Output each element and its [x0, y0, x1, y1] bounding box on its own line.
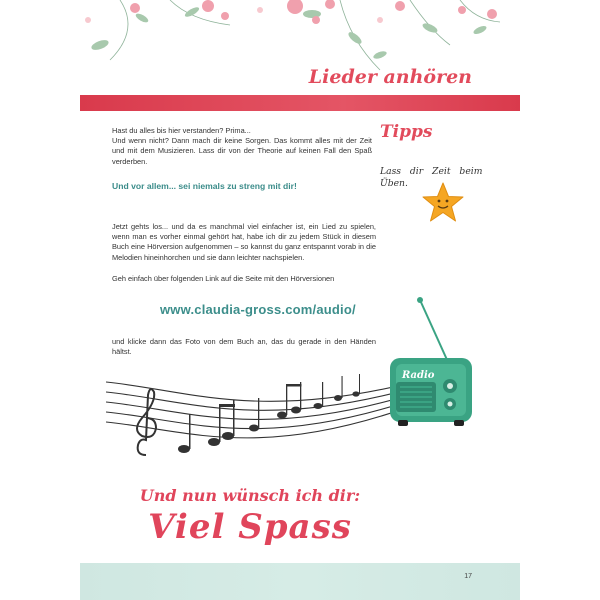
instruction-paragraph: und klicke dann das Foto von dem Buch an, das du gerade in den Händen hältst.	[112, 337, 376, 357]
body-paragraph: Jetzt gehts los... und da es manchmal viel einfacher ist, ein Lied zu spielen, wenn man es vorher einmal gehört hat, habe ich dir zu jedem Stück in diesem Buch eine Hörversion aufgenommen – so kannst du ganz entspannt vorab in die Melodien hineinhorchen und sie dann leichter nachspielen.	[112, 222, 376, 262]
page-number: 17	[464, 573, 472, 580]
header-bar	[80, 95, 520, 111]
intro-line: Hast du alles bis hier verstanden? Prima...	[112, 126, 251, 135]
radio-illustration	[374, 296, 484, 428]
book-page	[80, 0, 520, 600]
audio-link[interactable]: www.claudia-gross.com/audio/	[160, 302, 356, 317]
smiling-star-icon	[420, 180, 466, 226]
motto-text: Und vor allem... sei niemals zu streng mit dir!	[112, 181, 297, 191]
closing-headline: Viel Spass	[148, 507, 352, 547]
treble-clef-icon	[137, 389, 156, 455]
tips-text: Lass dir Zeit beim Üben.	[380, 166, 483, 189]
link-intro-text: Geh einfach über folgenden Link auf die Seite mit den Hörversionen	[112, 274, 335, 283]
tips-title: Tipps	[380, 122, 433, 142]
radio-label: Radio	[402, 370, 435, 381]
intro-paragraph	[112, 126, 372, 167]
intro-line: Und wenn nicht? Dann mach dir keine Sorgen. Das kommt alles mit der Zeit und mit dem Musizieren. Lass dir von der Theorie auf keinen Fall den Spaß verderben.	[112, 136, 372, 166]
section-title: Lieder anhören	[308, 66, 472, 88]
footer-band	[80, 563, 520, 600]
closing-line: Und nun wünsch ich dir:	[139, 486, 361, 505]
music-staff-illustration	[106, 370, 406, 470]
